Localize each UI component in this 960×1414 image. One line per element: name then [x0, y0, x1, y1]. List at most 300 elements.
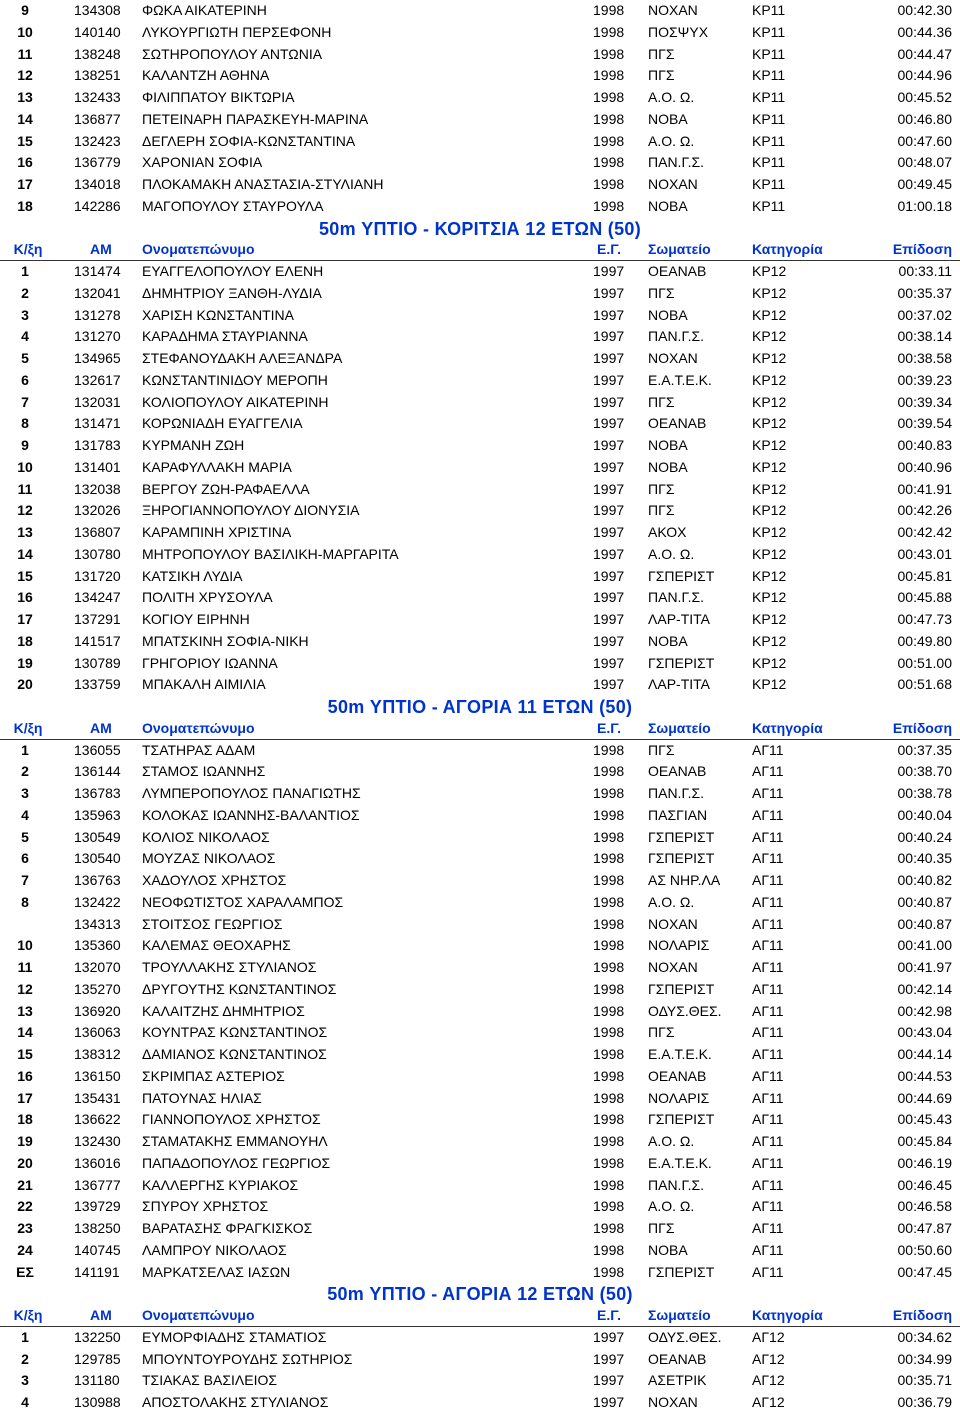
cell-rank: 19 — [17, 1133, 33, 1149]
cell-rank: 19 — [17, 654, 33, 671]
cell-rank: 10 — [17, 23, 33, 40]
cell-time: 00:47.45 — [897, 1263, 952, 1280]
cell-rank: 14 — [17, 110, 33, 127]
cell-category: ΚΡ12 — [752, 415, 787, 432]
cell-name: ΑΠΟΣΤΟΛΑΚΗΣ ΣΤΥΛΙΑΝΟΣ — [142, 1394, 329, 1410]
cell-time: 00:45.43 — [897, 1111, 952, 1128]
cell-time: 00:37.02 — [897, 306, 952, 323]
cell-year: 1998 — [593, 937, 625, 954]
cell-rank: 4 — [21, 806, 29, 823]
cell-category: ΑΓ11 — [752, 872, 784, 888]
cell-category: ΑΓ11 — [752, 1046, 784, 1062]
cell-name: ΛΥΜΠΕΡΟΠΟΥΛΟΣ ΠΑΝΑΓΙΩΤΗΣ — [142, 785, 361, 801]
cell-time: 00:34.99 — [897, 1350, 952, 1367]
column-header-am: ΑΜ — [90, 241, 112, 258]
table-row — [0, 479, 960, 501]
cell-name: ΚΟΡΩΝΙΑΔΗ ΕΥΑΓΓΕΛΙΑ — [142, 415, 303, 432]
cell-am: 136055 — [74, 741, 121, 758]
section-title: 50m ΥΠΤΙΟ - ΑΓΟΡΙΑ 12 ΕΤΩΝ (50) — [327, 1284, 633, 1305]
cell-rank: 2 — [21, 1350, 29, 1367]
cell-year: 1998 — [593, 980, 625, 997]
cell-category: ΑΓ11 — [752, 937, 784, 954]
cell-name: ΕΥΑΓΓΕΛΟΠΟΥΛΟΥ ΕΛΕΝΗ — [142, 263, 324, 279]
cell-category: ΑΓ11 — [752, 763, 784, 780]
cell-am: 136807 — [74, 524, 121, 540]
cell-category: ΑΓ11 — [752, 1263, 784, 1280]
table-row — [0, 1088, 960, 1110]
cell-club: ΓΣΠΕΡΙΣΤ — [648, 1263, 715, 1280]
table-row — [0, 1196, 960, 1218]
cell-am: 134247 — [74, 589, 121, 606]
cell-am: 137291 — [74, 611, 121, 627]
table-row — [0, 1175, 960, 1197]
cell-name: ΔΗΜΗΤΡΙΟΥ ΞΑΝΘΗ-ΛΥΔΙΑ — [142, 284, 322, 301]
cell-year: 1997 — [593, 393, 625, 410]
cell-category: ΚΡ12 — [752, 524, 787, 540]
cell-name: ΚΑΛΑΙΤΖΗΣ ΔΗΜΗΤΡΙΟΣ — [142, 1002, 305, 1019]
cell-rank: 17 — [17, 176, 33, 192]
cell-time: 00:37.35 — [897, 741, 952, 758]
cell-club: Α.Ο. Ω. — [648, 545, 695, 562]
cell-category: ΑΓ12 — [752, 1394, 785, 1410]
cell-am: 134018 — [74, 176, 121, 192]
table-row — [0, 413, 960, 435]
cell-rank: 10 — [17, 458, 33, 475]
cell-name: ΚΑΤΣΙΚΗ ΛΥΔΙΑ — [142, 567, 243, 584]
cell-year: 1998 — [593, 1089, 625, 1106]
cell-am: 132433 — [74, 89, 121, 105]
table-row — [0, 631, 960, 653]
table-row — [0, 1218, 960, 1240]
cell-time: 00:38.70 — [897, 763, 952, 780]
cell-rank: 3 — [21, 785, 29, 801]
cell-rank: 15 — [17, 1046, 33, 1062]
cell-club: ΝΟΧΑΝ — [648, 959, 698, 975]
cell-time: 00:40.87 — [897, 915, 952, 932]
cell-am: 139729 — [74, 1198, 121, 1215]
cell-category: ΑΓ11 — [752, 741, 784, 758]
cell-rank: 16 — [17, 154, 33, 171]
table-row — [0, 566, 960, 588]
cell-club: ΟΔΥΣ.ΘΕΣ. — [648, 1002, 722, 1019]
column-header-rank: Κ/ξη — [13, 1307, 43, 1323]
cell-club: Ε.Α.Τ.Ε.Κ. — [648, 1046, 712, 1062]
table-row — [0, 1349, 960, 1371]
cell-time: 00:48.07 — [897, 154, 952, 171]
cell-club: ΠΑΝ.Γ.Σ. — [648, 328, 705, 345]
cell-club: ΝΟΒΑ — [648, 110, 688, 127]
cell-name: ΚΟΓΙΟΥ ΕΙΡΗΝΗ — [142, 611, 250, 627]
cell-am: 129785 — [74, 1350, 121, 1367]
cell-am: 138312 — [74, 1046, 121, 1062]
table-row — [0, 1066, 960, 1088]
cell-year: 1997 — [593, 567, 625, 584]
table-row — [0, 957, 960, 979]
cell-category: ΚΡ11 — [752, 45, 786, 62]
cell-am: 131401 — [74, 458, 121, 475]
cell-category: ΚΡ11 — [752, 67, 786, 84]
cell-club: ΠΑΝ.Γ.Σ. — [648, 589, 705, 606]
table-row — [0, 500, 960, 522]
cell-rank: 3 — [21, 1372, 29, 1389]
cell-name: ΚΟΛΟΚΑΣ ΙΩΑΝΝΗΣ-ΒΑΛΑΝΤΙΟΣ — [142, 806, 360, 823]
cell-club: ΛΑΡ-ΤΙΤΑ — [648, 676, 710, 693]
cell-year: 1998 — [593, 1067, 625, 1084]
cell-club: Α.Ο. Ω. — [648, 132, 695, 149]
cell-club: ΑΣΕΤΡΙΚ — [648, 1372, 707, 1389]
cell-name: ΦΩΚΑ ΑΙΚΑΤΕΡΙΝΗ — [142, 2, 267, 18]
column-header-row — [0, 718, 960, 740]
cell-name: ΠΑΠΑΔΟΠΟΥΛΟΣ ΓΕΩΡΓΙΟΣ — [142, 1154, 331, 1171]
cell-am: 132070 — [74, 959, 121, 975]
cell-club: ΠΓΣ — [648, 45, 675, 62]
cell-am: 135963 — [74, 806, 121, 823]
cell-name: ΜΠΑΤΣΚΙΝΗ ΣΟΦΙΑ-ΝΙΚΗ — [142, 632, 309, 649]
cell-club: ΠΓΣ — [648, 502, 675, 519]
cell-name: ΜΑΓΟΠΟΥΛΟΥ ΣΤΑΥΡΟΥΛΑ — [142, 197, 324, 214]
cell-year: 1997 — [593, 589, 625, 606]
cell-year: 1997 — [593, 415, 625, 432]
cell-am: 136763 — [74, 872, 121, 888]
cell-year: 1997 — [593, 306, 625, 323]
cell-am: 132422 — [74, 893, 121, 910]
column-header-club: Σωματείο — [648, 241, 711, 258]
cell-time: 00:43.01 — [897, 545, 952, 562]
table-row — [0, 935, 960, 957]
cell-category: ΑΓ11 — [752, 915, 784, 932]
cell-rank: 9 — [21, 2, 29, 18]
cell-category: ΚΡ11 — [752, 132, 786, 149]
cell-category: ΚΡ12 — [752, 632, 787, 649]
cell-year: 1998 — [593, 89, 625, 105]
cell-time: 00:38.14 — [897, 328, 952, 345]
cell-club: Ε.Α.Τ.Ε.Κ. — [648, 371, 712, 388]
cell-year: 1998 — [593, 828, 625, 845]
cell-am: 138248 — [74, 45, 121, 62]
cell-time: 00:36.79 — [897, 1394, 952, 1410]
cell-name: ΜΗΤΡΟΠΟΥΛΟΥ ΒΑΣΙΛΙΚΗ-ΜΑΡΓΑΡΙΤΑ — [142, 545, 399, 562]
cell-category: ΚΡ11 — [752, 23, 786, 40]
cell-time: 00:42.42 — [897, 524, 952, 540]
cell-rank: 14 — [17, 545, 33, 562]
cell-club: ΟΕΑΝΑΒ — [648, 1067, 707, 1084]
cell-year: 1998 — [593, 893, 625, 910]
cell-year: 1997 — [593, 437, 625, 453]
cell-name: ΣΤΕΦΑΝΟΥΔΑΚΗ ΑΛΕΞΑΝΔΡΑ — [142, 350, 343, 366]
cell-club: ΠΓΣ — [648, 393, 675, 410]
cell-rank: 5 — [21, 828, 29, 845]
cell-category: ΑΓ11 — [752, 1198, 784, 1215]
cell-category: ΑΓ12 — [752, 1372, 785, 1389]
cell-category: ΚΡ12 — [752, 263, 787, 279]
cell-time: 00:40.35 — [897, 850, 952, 867]
cell-name: ΠΛΟΚΑΜΑΚΗ ΑΝΑΣΤΑΣΙΑ-ΣΤΥΛΙΑΝΗ — [142, 176, 384, 192]
cell-category: ΑΓ12 — [752, 1328, 785, 1345]
table-row — [0, 544, 960, 566]
cell-year: 1998 — [593, 45, 625, 62]
column-header-time: Επίδοση — [892, 1307, 952, 1323]
cell-name: ΚΩΝΣΤΑΝΤΙΝΙΔΟΥ ΜΕΡΟΠΗ — [142, 371, 328, 388]
cell-rank: 13 — [17, 524, 33, 540]
cell-time: 00:51.68 — [897, 676, 952, 693]
cell-am: 142286 — [74, 197, 121, 214]
results-section — [0, 0, 960, 218]
cell-rank: 2 — [21, 763, 29, 780]
cell-time: 00:44.36 — [897, 23, 952, 40]
cell-category: ΑΓ11 — [752, 1111, 784, 1128]
table-row — [0, 22, 960, 44]
cell-category: ΚΡ12 — [752, 458, 787, 475]
cell-year: 1998 — [593, 850, 625, 867]
cell-rank: 9 — [21, 437, 29, 453]
table-row — [0, 653, 960, 675]
cell-club: ΠΓΣ — [648, 1220, 675, 1236]
cell-name: ΤΣΑΤΗΡΑΣ ΑΔΑΜ — [142, 741, 256, 758]
table-row — [0, 1001, 960, 1023]
cell-year: 1998 — [593, 1154, 625, 1171]
cell-category: ΚΡ12 — [752, 306, 787, 323]
cell-rank: 11 — [17, 45, 33, 62]
cell-club: ΠΓΣ — [648, 480, 675, 497]
cell-rank: 12 — [17, 67, 33, 84]
table-row — [0, 0, 960, 22]
cell-am: 140140 — [74, 23, 121, 40]
cell-club: ΝΟΒΑ — [648, 458, 688, 475]
cell-am: 132430 — [74, 1133, 121, 1149]
cell-am: 136783 — [74, 785, 121, 801]
cell-am: 134313 — [74, 915, 121, 932]
column-header-club: Σωματείο — [648, 1307, 711, 1323]
cell-name: ΣΠΥΡΟΥ ΧΡΗΣΤΟΣ — [142, 1198, 269, 1215]
cell-category: ΚΡ12 — [752, 480, 787, 497]
cell-am: 131471 — [74, 415, 121, 432]
cell-year: 1998 — [593, 872, 625, 888]
cell-time: 00:44.47 — [897, 45, 952, 62]
cell-year: 1998 — [593, 806, 625, 823]
cell-am: 135360 — [74, 937, 121, 954]
cell-name: ΠΟΛΙΤΗ ΧΡΥΣΟΥΛΑ — [142, 589, 273, 606]
cell-rank: 13 — [17, 1002, 33, 1019]
cell-club: Ε.Α.Τ.Ε.Κ. — [648, 1154, 712, 1171]
cell-name: ΣΩΤΗΡΟΠΟΥΛΟΥ ΑΝΤΩΝΙΑ — [142, 45, 323, 62]
cell-club: ΝΟΧΑΝ — [648, 350, 698, 366]
cell-year: 1997 — [593, 524, 625, 540]
cell-time: 00:49.45 — [897, 176, 952, 192]
cell-am: 131278 — [74, 306, 121, 323]
cell-name: ΣΚΡΙΜΠΑΣ ΑΣΤΕΡΙΟΣ — [142, 1067, 285, 1084]
column-header-time: Επίδοση — [892, 241, 952, 258]
cell-category: ΚΡ12 — [752, 437, 787, 453]
cell-rank: ΕΣ — [16, 1263, 34, 1280]
cell-year: 1997 — [593, 632, 625, 649]
table-row — [0, 674, 960, 696]
cell-category: ΚΡ12 — [752, 350, 787, 366]
cell-category: ΚΡ12 — [752, 284, 787, 301]
cell-category: ΚΡ12 — [752, 611, 787, 627]
cell-time: 00:46.19 — [897, 1154, 952, 1171]
cell-name: ΧΑΡΟΝΙΑΝ ΣΟΦΙΑ — [142, 154, 263, 171]
cell-rank: 6 — [21, 371, 29, 388]
cell-club: ΝΟΧΑΝ — [648, 176, 698, 192]
cell-club: Α.Ο. Ω. — [648, 89, 695, 105]
table-row — [0, 348, 960, 370]
cell-time: 00:42.26 — [897, 502, 952, 519]
cell-name: ΒΑΡΑΤΑΣΗΣ ΦΡΑΓΚΙΣΚΟΣ — [142, 1220, 313, 1236]
table-row — [0, 1153, 960, 1175]
cell-time: 00:41.00 — [897, 937, 952, 954]
table-row — [0, 827, 960, 849]
cell-name: ΜΠΟΥΝΤΟΥΡΟΥΔΗΣ ΣΩΤΗΡΙΟΣ — [142, 1350, 353, 1367]
table-row — [0, 609, 960, 631]
cell-am: 140745 — [74, 1241, 121, 1258]
cell-club: ΠΑΝ.Γ.Σ. — [648, 154, 705, 171]
cell-rank: 22 — [17, 1198, 33, 1215]
cell-category: ΚΡ12 — [752, 393, 787, 410]
cell-club: ΠΑΝ.Γ.Σ. — [648, 1176, 705, 1193]
table-row — [0, 914, 960, 936]
cell-name: ΚΑΛΕΜΑΣ ΘΕΟΧΑΡΗΣ — [142, 937, 291, 954]
cell-time: 00:47.87 — [897, 1220, 952, 1236]
cell-am: 132423 — [74, 132, 121, 149]
cell-am: 138251 — [74, 67, 121, 84]
cell-name: ΠΑΤΟΥΝΑΣ ΗΛΙΑΣ — [142, 1089, 262, 1106]
cell-year: 1997 — [593, 1328, 625, 1345]
table-row — [0, 522, 960, 544]
table-row — [0, 435, 960, 457]
cell-rank: 20 — [17, 676, 33, 693]
cell-category: ΑΓ11 — [752, 785, 784, 801]
cell-rank: 8 — [21, 415, 29, 432]
cell-year: 1998 — [593, 741, 625, 758]
table-row — [0, 740, 960, 762]
cell-year: 1998 — [593, 23, 625, 40]
cell-name: ΔΡΥΓΟΥΤΗΣ ΚΩΝΣΤΑΝΤΙΝΟΣ — [142, 980, 337, 997]
cell-am: 136144 — [74, 763, 121, 780]
cell-name: ΚΑΡΑΔΗΜΑ ΣΤΑΥΡΙΑΝΝΑ — [142, 328, 308, 345]
cell-time: 00:44.96 — [897, 67, 952, 84]
cell-category: ΑΓ12 — [752, 1350, 785, 1367]
table-row — [0, 131, 960, 153]
cell-name: ΕΥΜΟΡΦΙΑΔΗΣ ΣΤΑΜΑΤΙΟΣ — [142, 1328, 327, 1345]
cell-time: 01:00.18 — [897, 197, 952, 214]
table-row — [0, 261, 960, 283]
table-row — [0, 1370, 960, 1392]
cell-rank: 4 — [21, 328, 29, 345]
cell-am: 132617 — [74, 371, 121, 388]
cell-rank: 1 — [21, 263, 29, 279]
cell-year: 1998 — [593, 132, 625, 149]
cell-am: 134308 — [74, 2, 121, 18]
cell-category: ΚΡ12 — [752, 545, 787, 562]
cell-club: ΑΚΟΧ — [648, 524, 687, 540]
cell-name: ΣΤΑΜΟΣ ΙΩΑΝΝΗΣ — [142, 763, 266, 780]
cell-name: ΛΥΚΟΥΡΓΙΩΤΗ ΠΕΡΣΕΦΟΝΗ — [142, 23, 332, 40]
cell-year: 1998 — [593, 1220, 625, 1236]
section-title: 50m ΥΠΤΙΟ - ΚΟΡΙΤΣΙΑ 12 ΕΤΩΝ (50) — [318, 218, 642, 239]
cell-year: 1997 — [593, 1372, 625, 1389]
cell-name: ΚΑΡΑΜΠΙΝΗ ΧΡΙΣΤΙΝΑ — [142, 524, 292, 540]
cell-name: ΠΕΤΕΙΝΑΡΗ ΠΑΡΑΣΚΕΥΗ-ΜΑΡΙΝΑ — [142, 110, 369, 127]
cell-category: ΚΡ12 — [752, 371, 787, 388]
table-row — [0, 326, 960, 348]
cell-club: ΝΟΒΑ — [648, 306, 688, 323]
cell-club: ΑΣ ΝΗΡ.ΛΑ — [648, 872, 721, 888]
cell-time: 00:46.45 — [897, 1176, 952, 1193]
cell-category: ΚΡ12 — [752, 502, 787, 519]
cell-club: ΝΟΒΑ — [648, 197, 688, 214]
cell-club: ΛΑΡ-ΤΙΤΑ — [648, 611, 710, 627]
cell-time: 00:44.69 — [897, 1089, 952, 1106]
cell-club: ΟΕΑΝΑΒ — [648, 263, 707, 279]
cell-year: 1998 — [593, 959, 625, 975]
cell-year: 1997 — [593, 284, 625, 301]
cell-year: 1998 — [593, 1241, 625, 1258]
cell-category: ΑΓ11 — [752, 1024, 784, 1041]
cell-club: ΠΓΣ — [648, 741, 675, 758]
cell-am: 135270 — [74, 980, 121, 997]
cell-club: ΝΟΒΑ — [648, 437, 688, 453]
table-row — [0, 370, 960, 392]
cell-category: ΑΓ11 — [752, 1067, 784, 1084]
cell-year: 1997 — [593, 545, 625, 562]
cell-time: 00:39.34 — [897, 393, 952, 410]
column-header-name: Ονοματεπώνυμο — [142, 1307, 255, 1323]
cell-rank: 23 — [17, 1220, 33, 1236]
cell-am: 131720 — [74, 567, 121, 584]
cell-name: ΧΑΔΟΥΛΟΣ ΧΡΗΣΤΟΣ — [142, 872, 287, 888]
cell-rank: 7 — [21, 393, 29, 410]
table-row — [0, 457, 960, 479]
cell-am: 141191 — [74, 1263, 120, 1280]
cell-year: 1998 — [593, 1002, 625, 1019]
cell-am: 130780 — [74, 545, 121, 562]
table-row — [0, 392, 960, 414]
cell-club: ΠΑΣΓΙΑΝ — [648, 806, 708, 823]
column-header-category: Κατηγορία — [752, 241, 823, 258]
cell-name: ΚΟΛΙΟΠΟΥΛΟΥ ΑΙΚΑΤΕΡΙΝΗ — [142, 393, 329, 410]
column-header-row — [0, 1305, 960, 1327]
cell-year: 1998 — [593, 2, 625, 18]
cell-club: ΠΓΣ — [648, 67, 675, 84]
cell-club: ΓΣΠΕΡΙΣΤ — [648, 850, 715, 867]
column-header-rank: Κ/ξη — [13, 241, 43, 258]
cell-rank: 15 — [17, 567, 33, 584]
cell-year: 1997 — [593, 1394, 625, 1410]
cell-category: ΑΓ11 — [752, 1241, 784, 1258]
section-title: 50m ΥΠΤΙΟ - ΑΓΟΡΙΑ 11 ΕΤΩΝ (50) — [327, 697, 633, 717]
cell-category: ΚΡ11 — [752, 2, 786, 18]
cell-club: ΓΣΠΕΡΙΣΤ — [648, 567, 715, 584]
table-row — [0, 979, 960, 1001]
cell-club: ΟΕΑΝΑΒ — [648, 763, 707, 780]
cell-year: 1997 — [593, 611, 625, 627]
cell-time: 00:46.80 — [897, 110, 952, 127]
cell-name: ΛΑΜΠΡΟΥ ΝΙΚΟΛΑΟΣ — [142, 1241, 287, 1258]
cell-am: 136016 — [74, 1154, 121, 1171]
cell-rank: 1 — [21, 741, 29, 758]
cell-year: 1997 — [593, 1350, 625, 1367]
cell-name: ΓΡΗΓΟΡΙΟΥ ΙΩΑΝΝΑ — [142, 654, 278, 671]
cell-am: 134965 — [74, 350, 121, 366]
cell-am: 132038 — [74, 480, 121, 497]
cell-category: ΑΓ11 — [752, 1176, 784, 1193]
cell-time: 00:50.60 — [897, 1241, 952, 1258]
cell-time: 00:45.81 — [897, 567, 952, 584]
cell-time: 00:42.30 — [897, 2, 952, 18]
table-row — [0, 1392, 960, 1414]
cell-rank: 16 — [17, 589, 33, 606]
cell-time: 00:51.00 — [897, 654, 952, 671]
